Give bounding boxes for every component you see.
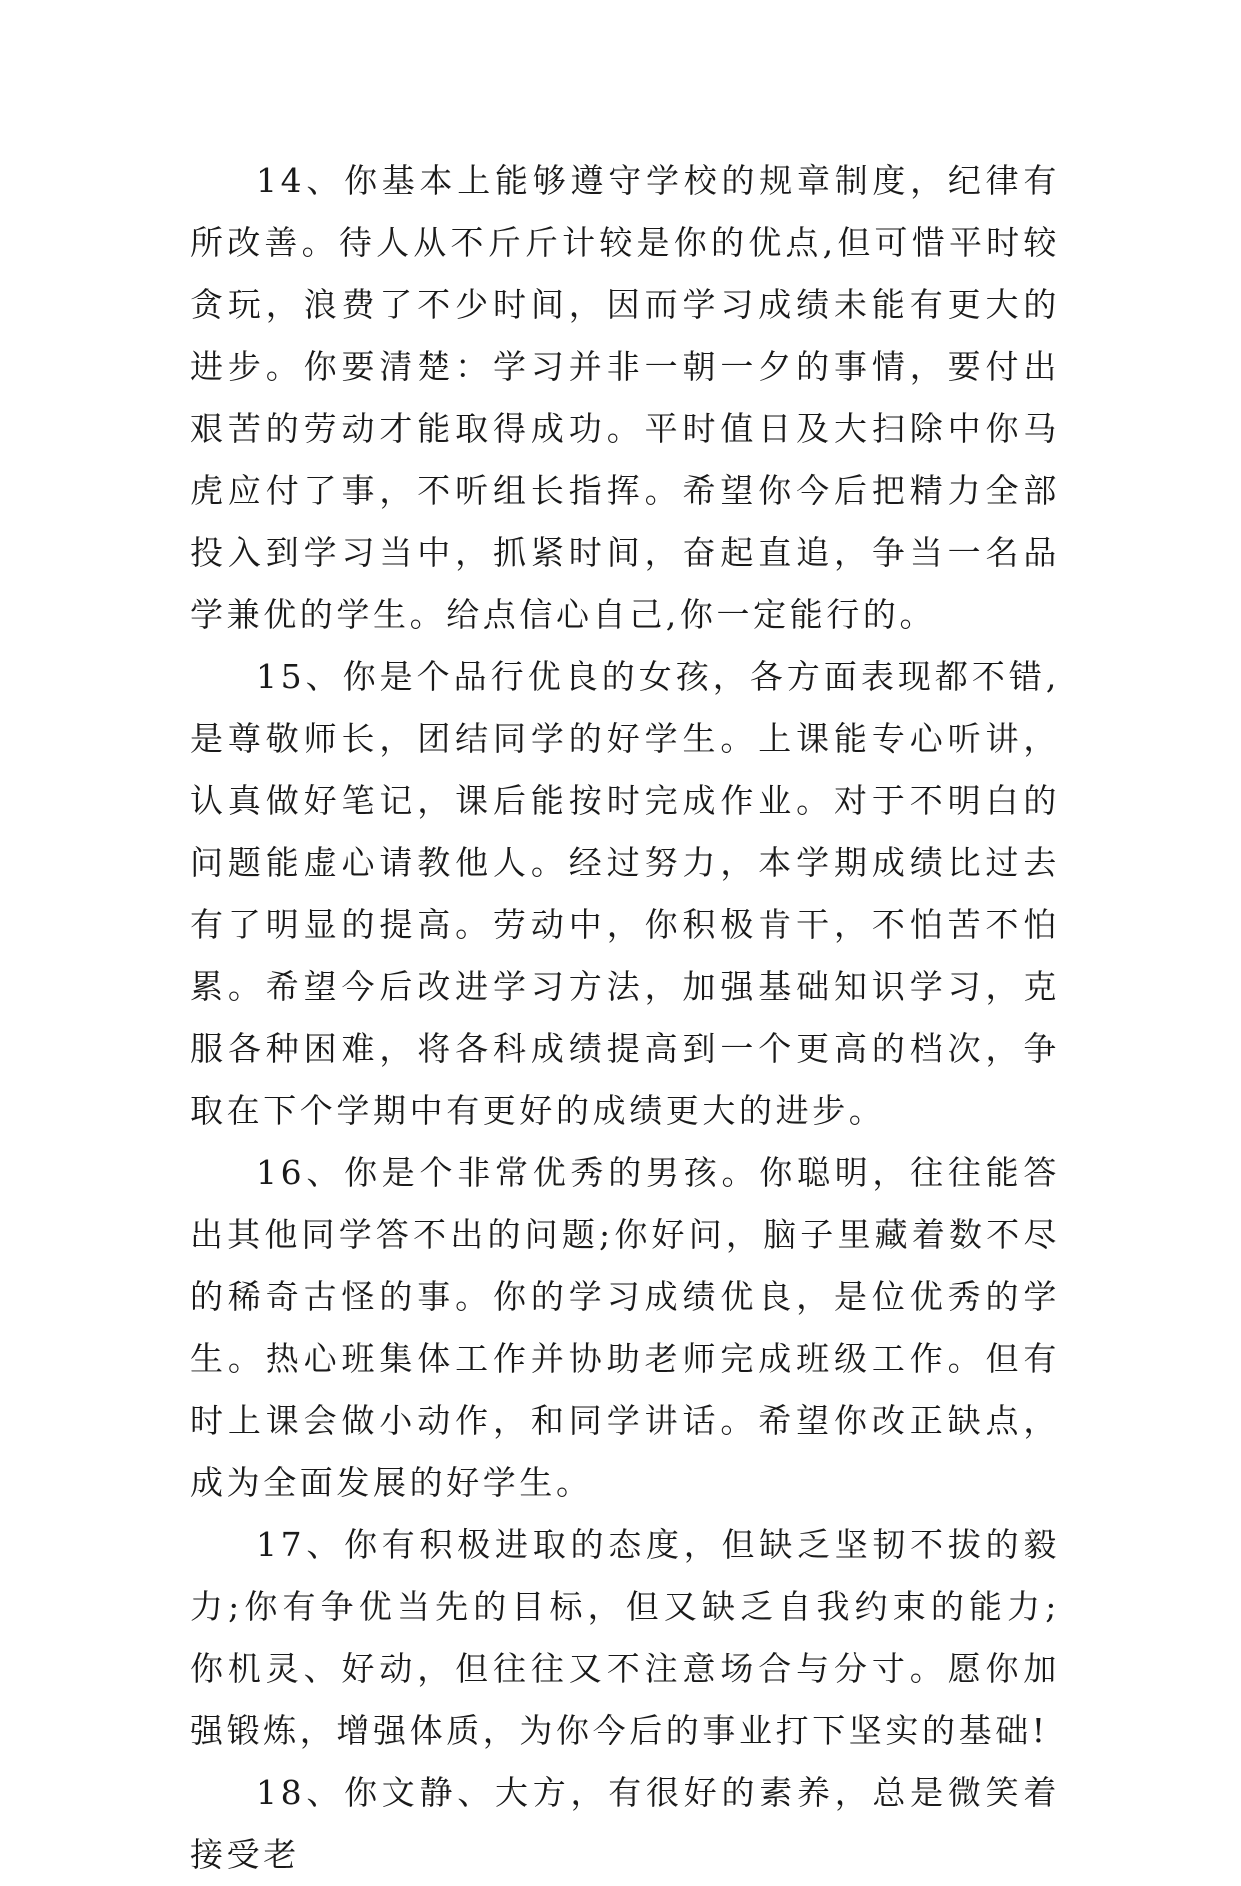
paragraph-15: 15、你是个品行优良的女孩，各方面表现都不错,是尊敬师长，团结同学的好学生。上课能专心听讲，认真做好笔记，课后能按时完成作业。对于不明白的问题能虚心请教他人。经过努力，本学期成绩比过去有了明显的提高。劳动中，你积极肯干，不怕苦不怕累。希望今后改进学习方法，加强基础知识学习，克服各种困难，将各科成绩提高到一个更高的档次，争取在下个学期中有更好的成绩更大的进步。 (190, 657, 1060, 1130)
paragraph-14: 14、你基本上能够遵守学校的规章制度，纪律有所改善。待人从不斤斤计较是你的优点,但可惜平时较贪玩，浪费了不少时间，因而学习成绩未能有更大的进步。你要清楚：学习并非一朝一夕的事情，要付出艰苦的劳动才能取得成功。平时值日及大扫除中你马虎应付了事，不听组长指挥。希望你今后把精力全部投入到学习当中，抓紧时间，奋起直追，争当一名品学兼优的学生。给点信心自己,你一定能行的。 (190, 161, 1060, 634)
paragraph-16: 16、你是个非常优秀的男孩。你聪明，往往能答出其他同学答不出的问题;你好问，脑子里藏着数不尽的稀奇古怪的事。你的学习成绩优良，是位优秀的学生。热心班集体工作并协助老师完成班级工作。但有时上课会做小动作，和同学讲话。希望你改正缺点，成为全面发展的好学生。 (190, 1153, 1060, 1502)
document-body (190, 150, 1060, 1886)
paragraph-17: 17、你有积极进取的态度，但缺乏坚韧不拔的毅力;你有争优当先的目标，但又缺乏自我约束的能力;你机灵、好动，但往往又不注意场合与分寸。愿你加强锻炼，增强体质，为你今后的事业打下坚实的基础! (190, 1525, 1060, 1750)
paragraph-18: 18、你文静、大方，有很好的素养，总是微笑着接受老 (190, 1773, 1060, 1874)
